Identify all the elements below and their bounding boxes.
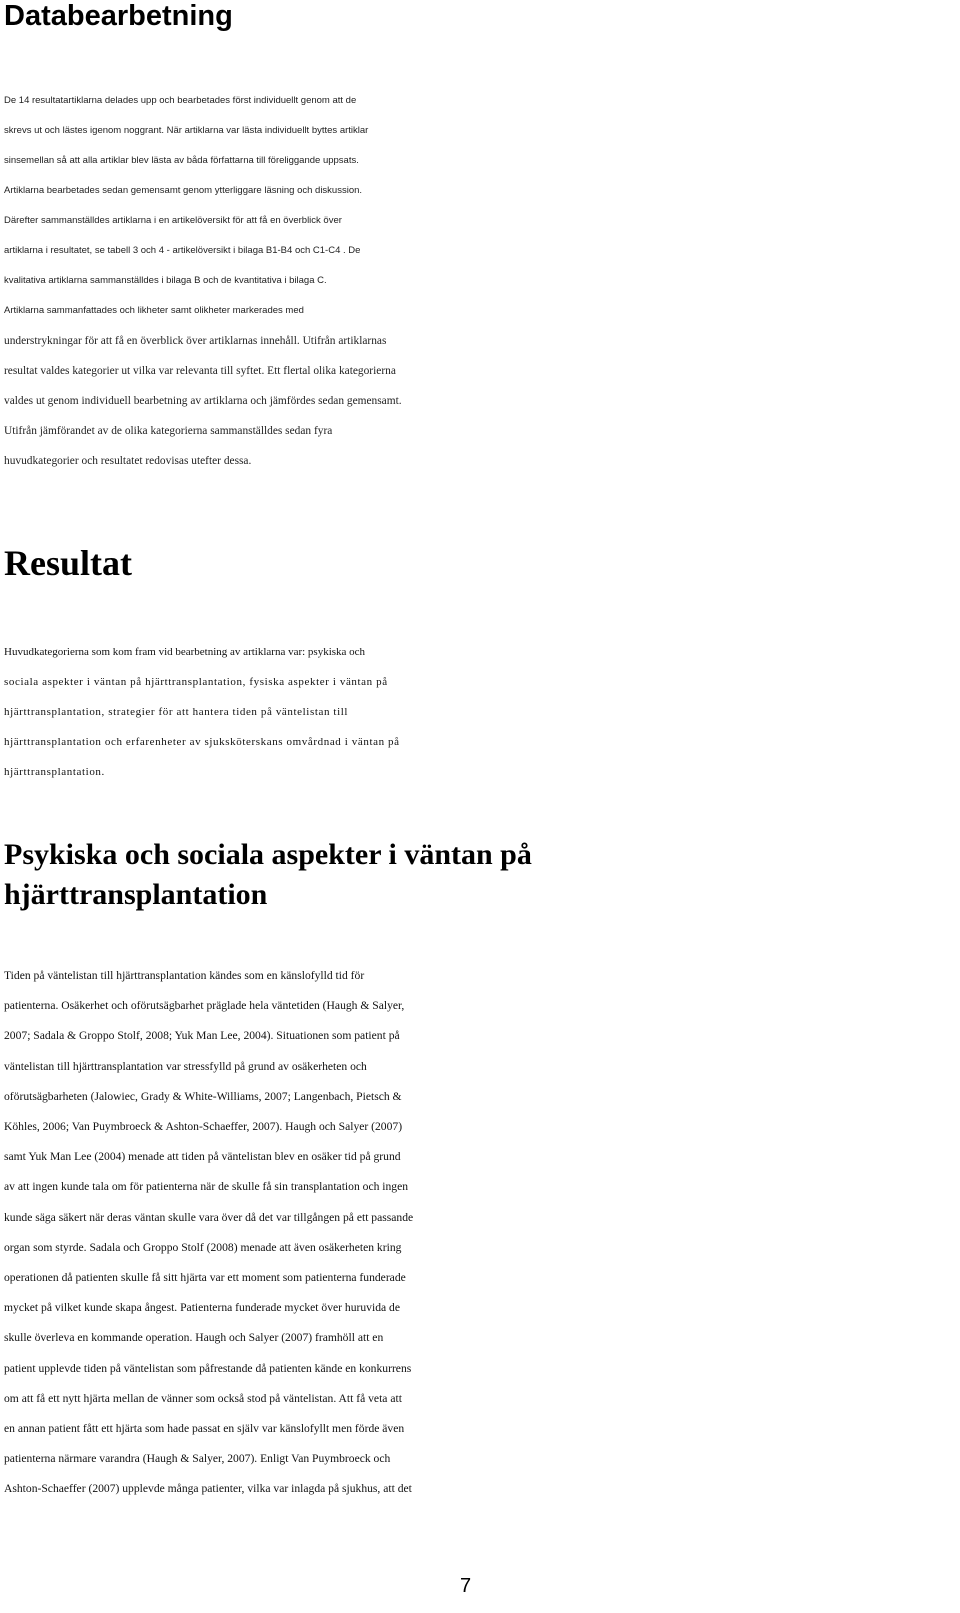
text-line: Utifrån jämförandet av de olika kategorierna sammanställdes sedan fyra (4, 425, 333, 437)
text-line: resultat valdes kategorier ut vilka var relevanta till syftet. Ett flertal olika kategorierna (4, 365, 396, 377)
text-line: operationen då patienten skulle få sitt hjärta var ett moment som patienterna funderade (4, 1271, 406, 1285)
text-line: understrykningar för att få en överblick över artiklarnas innehåll. Utifrån artiklarnas (4, 335, 387, 347)
text-line: skulle överleva en kommande operation. Haugh och Salyer (2007) framhöll att en (4, 1331, 384, 1345)
heading-resultat: Resultat (4, 543, 132, 583)
text-line: huvudkategorier och resultatet redovisas utefter dessa. (4, 455, 252, 467)
text-line: Tiden på väntelistan till hjärttransplantation kändes som en känslofylld tid för (4, 969, 365, 982)
text-line: mycket på vilket kunde skapa ångest. Patienterna funderade mycket över huruvida de (4, 1301, 400, 1315)
paragraph-psykiska (4, 961, 944, 1505)
text-line: skrevs ut och lästes igenom noggrant. När artiklarna var lästa individuellt byttes artiklar (4, 125, 369, 136)
heading-line: Psykiska och sociala aspekter i väntan på (4, 838, 532, 871)
text-line: Huvudkategorierna som kom fram vid bearbetning av artiklarna var: psykiska och (4, 646, 366, 658)
paragraph-databearbetning (4, 86, 944, 476)
text-line: Därefter sammanställdes artiklarna i en artikelöversikt för att få en överblick över (4, 215, 342, 226)
text-line: patienterna närmare varandra (Haugh & Salyer, 2007). Enligt Van Puymbroeck och (4, 1452, 391, 1466)
text-line: Ashton-Schaeffer (2007) upplevde många patienter, vilka var inlagda på sjukhus, att det (4, 1482, 412, 1496)
text-line: sinsemellan så att alla artiklar blev lästa av båda författarna till föreliggande uppsats. (4, 155, 359, 166)
text-line: Köhles, 2006; Van Puymbroeck & Ashton-Schaeffer, 2007). Haugh och Salyer (2007) (4, 1120, 403, 1134)
paragraph-resultat (4, 637, 944, 787)
text-line: valdes ut genom individuell bearbetning av artiklarna och jämfördes sedan gemensamt. (4, 395, 402, 407)
text-line: hjärttransplantation. (4, 766, 105, 778)
text-line: om att få ett nytt hjärta mellan de vänner som också stod på väntelistan. Att få veta att (4, 1391, 402, 1405)
text-line: hjärttransplantation, strategier för att hantera tiden på väntelistan till (4, 706, 349, 718)
text-line: De 14 resultatartiklarna delades upp och bearbetades först individuellt genom att de (4, 95, 357, 106)
heading-databearbetning: Databearbetning (4, 0, 233, 32)
text-line: 2007; Sadala & Groppo Stolf, 2008; Yuk Man Lee, 2004). Situationen som patient på (4, 1029, 400, 1043)
text-line: kvalitativa artiklarna sammanställdes i bilaga B och de kvantitativa i bilaga C. (4, 275, 327, 286)
text-line: väntelistan till hjärttransplantation var stressfylld på grund av osäkerheten och (4, 1059, 367, 1073)
text-line: patienterna. Osäkerhet och oförutsägbarhet präglade hela väntetiden (Haugh & Salyer, (4, 999, 405, 1013)
text-line: en annan patient fått ett hjärta som hade passat en själv var känslofyllt men förde även (4, 1422, 405, 1436)
text-line: Artiklarna bearbetades sedan gemensamt genom ytterliggare läsning och diskussion. (4, 185, 363, 196)
text-line: av att ingen kunde tala om för patienterna när de skulle få sin transplantation och ingen (4, 1180, 409, 1194)
text-line: Artiklarna sammanfattades och likheter samt olikheter markerades med (4, 305, 304, 316)
page-number: 7 (460, 1575, 472, 1597)
text-line: artiklarna i resultatet, se tabell 3 och 4 - artikelöversikt i bilaga B1-B4 och C1-C4 . De (4, 245, 361, 256)
text-line: patient upplevde tiden på väntelistan som påfrestande då patienten kände en konkurrens (4, 1361, 412, 1375)
text-line: samt Yuk Man Lee (2004) menade att tiden på väntelistan blev en osäker tid på grund (4, 1150, 401, 1164)
text-line: sociala aspekter i väntan på hjärttransplantation, fysiska aspekter i väntan på (4, 676, 388, 688)
heading-psykiska-och-sociala-aspekter (4, 835, 904, 915)
text-line: kunde säga säkert när deras väntan skulle vara över då det var tillgången på ett passande (4, 1210, 414, 1224)
text-line: oförutsägbarheten (Jalowiec, Grady & White-Williams, 2007; Langenbach, Pietsch & (4, 1089, 402, 1103)
heading-line: hjärttransplantation (4, 878, 268, 911)
text-line: hjärttransplantation och erfarenheter av sjuksköterskans omvårdnad i väntan på (4, 736, 400, 748)
text-line: organ som styrde. Sadala och Groppo Stolf (2008) menade att även osäkerheten kring (4, 1240, 402, 1254)
